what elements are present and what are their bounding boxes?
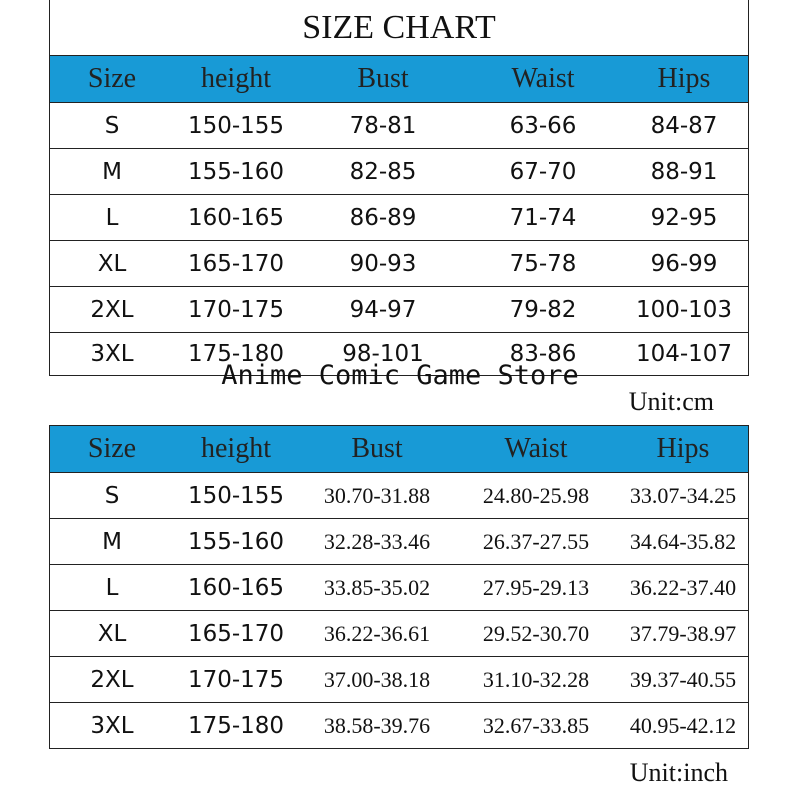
cell-hips: 100-103: [635, 296, 733, 323]
cell-waist: 31.10-32.28: [482, 666, 590, 692]
cell-size: S: [104, 112, 120, 139]
header-height: height: [201, 433, 271, 464]
cell-waist: 71-74: [509, 204, 577, 231]
unit-label-inch: Unit:inch: [629, 758, 728, 787]
header-waist: Waist: [511, 63, 575, 94]
store-watermark: Anime Comic Game Store: [221, 360, 579, 391]
table-header-row: [50, 426, 748, 472]
cell-bust: 82-85: [349, 158, 417, 185]
cell-hips: 39.37-40.55: [629, 666, 737, 692]
cell-waist: 26.37-27.55: [482, 528, 590, 554]
cell-waist: 27.95-29.13: [482, 574, 590, 600]
cell-waist: 63-66: [509, 112, 577, 139]
table-header-row: [50, 56, 748, 102]
header-bust: Bust: [357, 63, 409, 94]
cell-hips: 40.95-42.12: [629, 712, 737, 738]
cell-size: 3XL: [90, 712, 134, 739]
table-row: [50, 702, 748, 748]
cell-size: L: [105, 204, 119, 231]
cell-size: 2XL: [90, 666, 134, 693]
cell-bust: 37.00-38.18: [323, 666, 431, 692]
table-row: [50, 194, 748, 240]
cell-bust: 36.22-36.61: [323, 620, 431, 646]
cell-height: 155-160: [187, 528, 285, 555]
cell-bust: 90-93: [349, 250, 417, 277]
table-row: [50, 610, 748, 656]
table-row: [50, 240, 748, 286]
cell-waist: 79-82: [509, 296, 577, 323]
header-size: Size: [87, 63, 137, 94]
cell-waist: 29.52-30.70: [482, 620, 590, 646]
header-size: Size: [87, 433, 137, 464]
cell-height: 165-170: [187, 250, 285, 277]
cell-size: M: [102, 158, 122, 185]
cell-height: 160-165: [187, 574, 285, 601]
cell-bust: 38.58-39.76: [323, 712, 431, 738]
cell-size: XL: [97, 250, 127, 277]
cell-height: 175-180: [187, 712, 285, 739]
cell-hips: 37.79-38.97: [629, 620, 737, 646]
cell-hips: 36.22-37.40: [629, 574, 737, 600]
cell-size: 3XL: [90, 341, 134, 367]
chart-title: SIZE CHART: [50, 0, 748, 56]
table-row: [50, 286, 748, 332]
header-height: height: [201, 63, 271, 94]
table-row: [50, 472, 748, 518]
cell-size: XL: [97, 620, 127, 647]
table-row: [50, 102, 748, 148]
cell-bust: 98-101: [342, 341, 424, 367]
table-row: [50, 564, 748, 610]
cell-hips: 84-87: [650, 112, 718, 139]
cell-height: 175-180: [187, 341, 285, 367]
cell-size: S: [104, 482, 120, 509]
header-waist: Waist: [504, 433, 568, 464]
cell-waist: 32.67-33.85: [482, 712, 590, 738]
table-row: [50, 518, 748, 564]
cell-height: 165-170: [187, 620, 285, 647]
cell-waist: 83-86: [509, 341, 577, 367]
size-chart-cm-table: [49, 0, 749, 376]
cell-waist: 24.80-25.98: [482, 482, 590, 508]
cell-height: 150-155: [187, 482, 285, 509]
cell-height: 160-165: [187, 204, 285, 231]
header-hips: Hips: [656, 433, 710, 464]
cell-hips: 92-95: [650, 204, 718, 231]
cell-hips: 88-91: [650, 158, 718, 185]
cell-height: 155-160: [187, 158, 285, 185]
header-hips: Hips: [657, 63, 711, 94]
cell-waist: 67-70: [509, 158, 577, 185]
size-chart-inch-table: [49, 425, 749, 749]
cell-height: 150-155: [187, 112, 285, 139]
cell-bust: 86-89: [349, 204, 417, 231]
cell-hips: 104-107: [635, 341, 733, 367]
unit-label-cm: Unit:cm: [628, 387, 714, 416]
cell-hips: 34.64-35.82: [629, 528, 737, 554]
cell-size: M: [102, 528, 122, 555]
cell-hips: 96-99: [650, 250, 718, 277]
table-row: [50, 656, 748, 702]
cell-hips: 33.07-34.25: [629, 482, 737, 508]
header-bust: Bust: [351, 433, 403, 464]
cell-bust: 33.85-35.02: [323, 574, 431, 600]
cell-height: 170-175: [187, 296, 285, 323]
cell-size: 2XL: [90, 296, 134, 323]
table-row: [50, 148, 748, 194]
cell-waist: 75-78: [509, 250, 577, 277]
cell-bust: 94-97: [349, 296, 417, 323]
cell-bust: 78-81: [349, 112, 417, 139]
cell-bust: 32.28-33.46: [323, 528, 431, 554]
cell-size: L: [105, 574, 119, 601]
cell-height: 170-175: [187, 666, 285, 693]
cell-bust: 30.70-31.88: [323, 482, 431, 508]
